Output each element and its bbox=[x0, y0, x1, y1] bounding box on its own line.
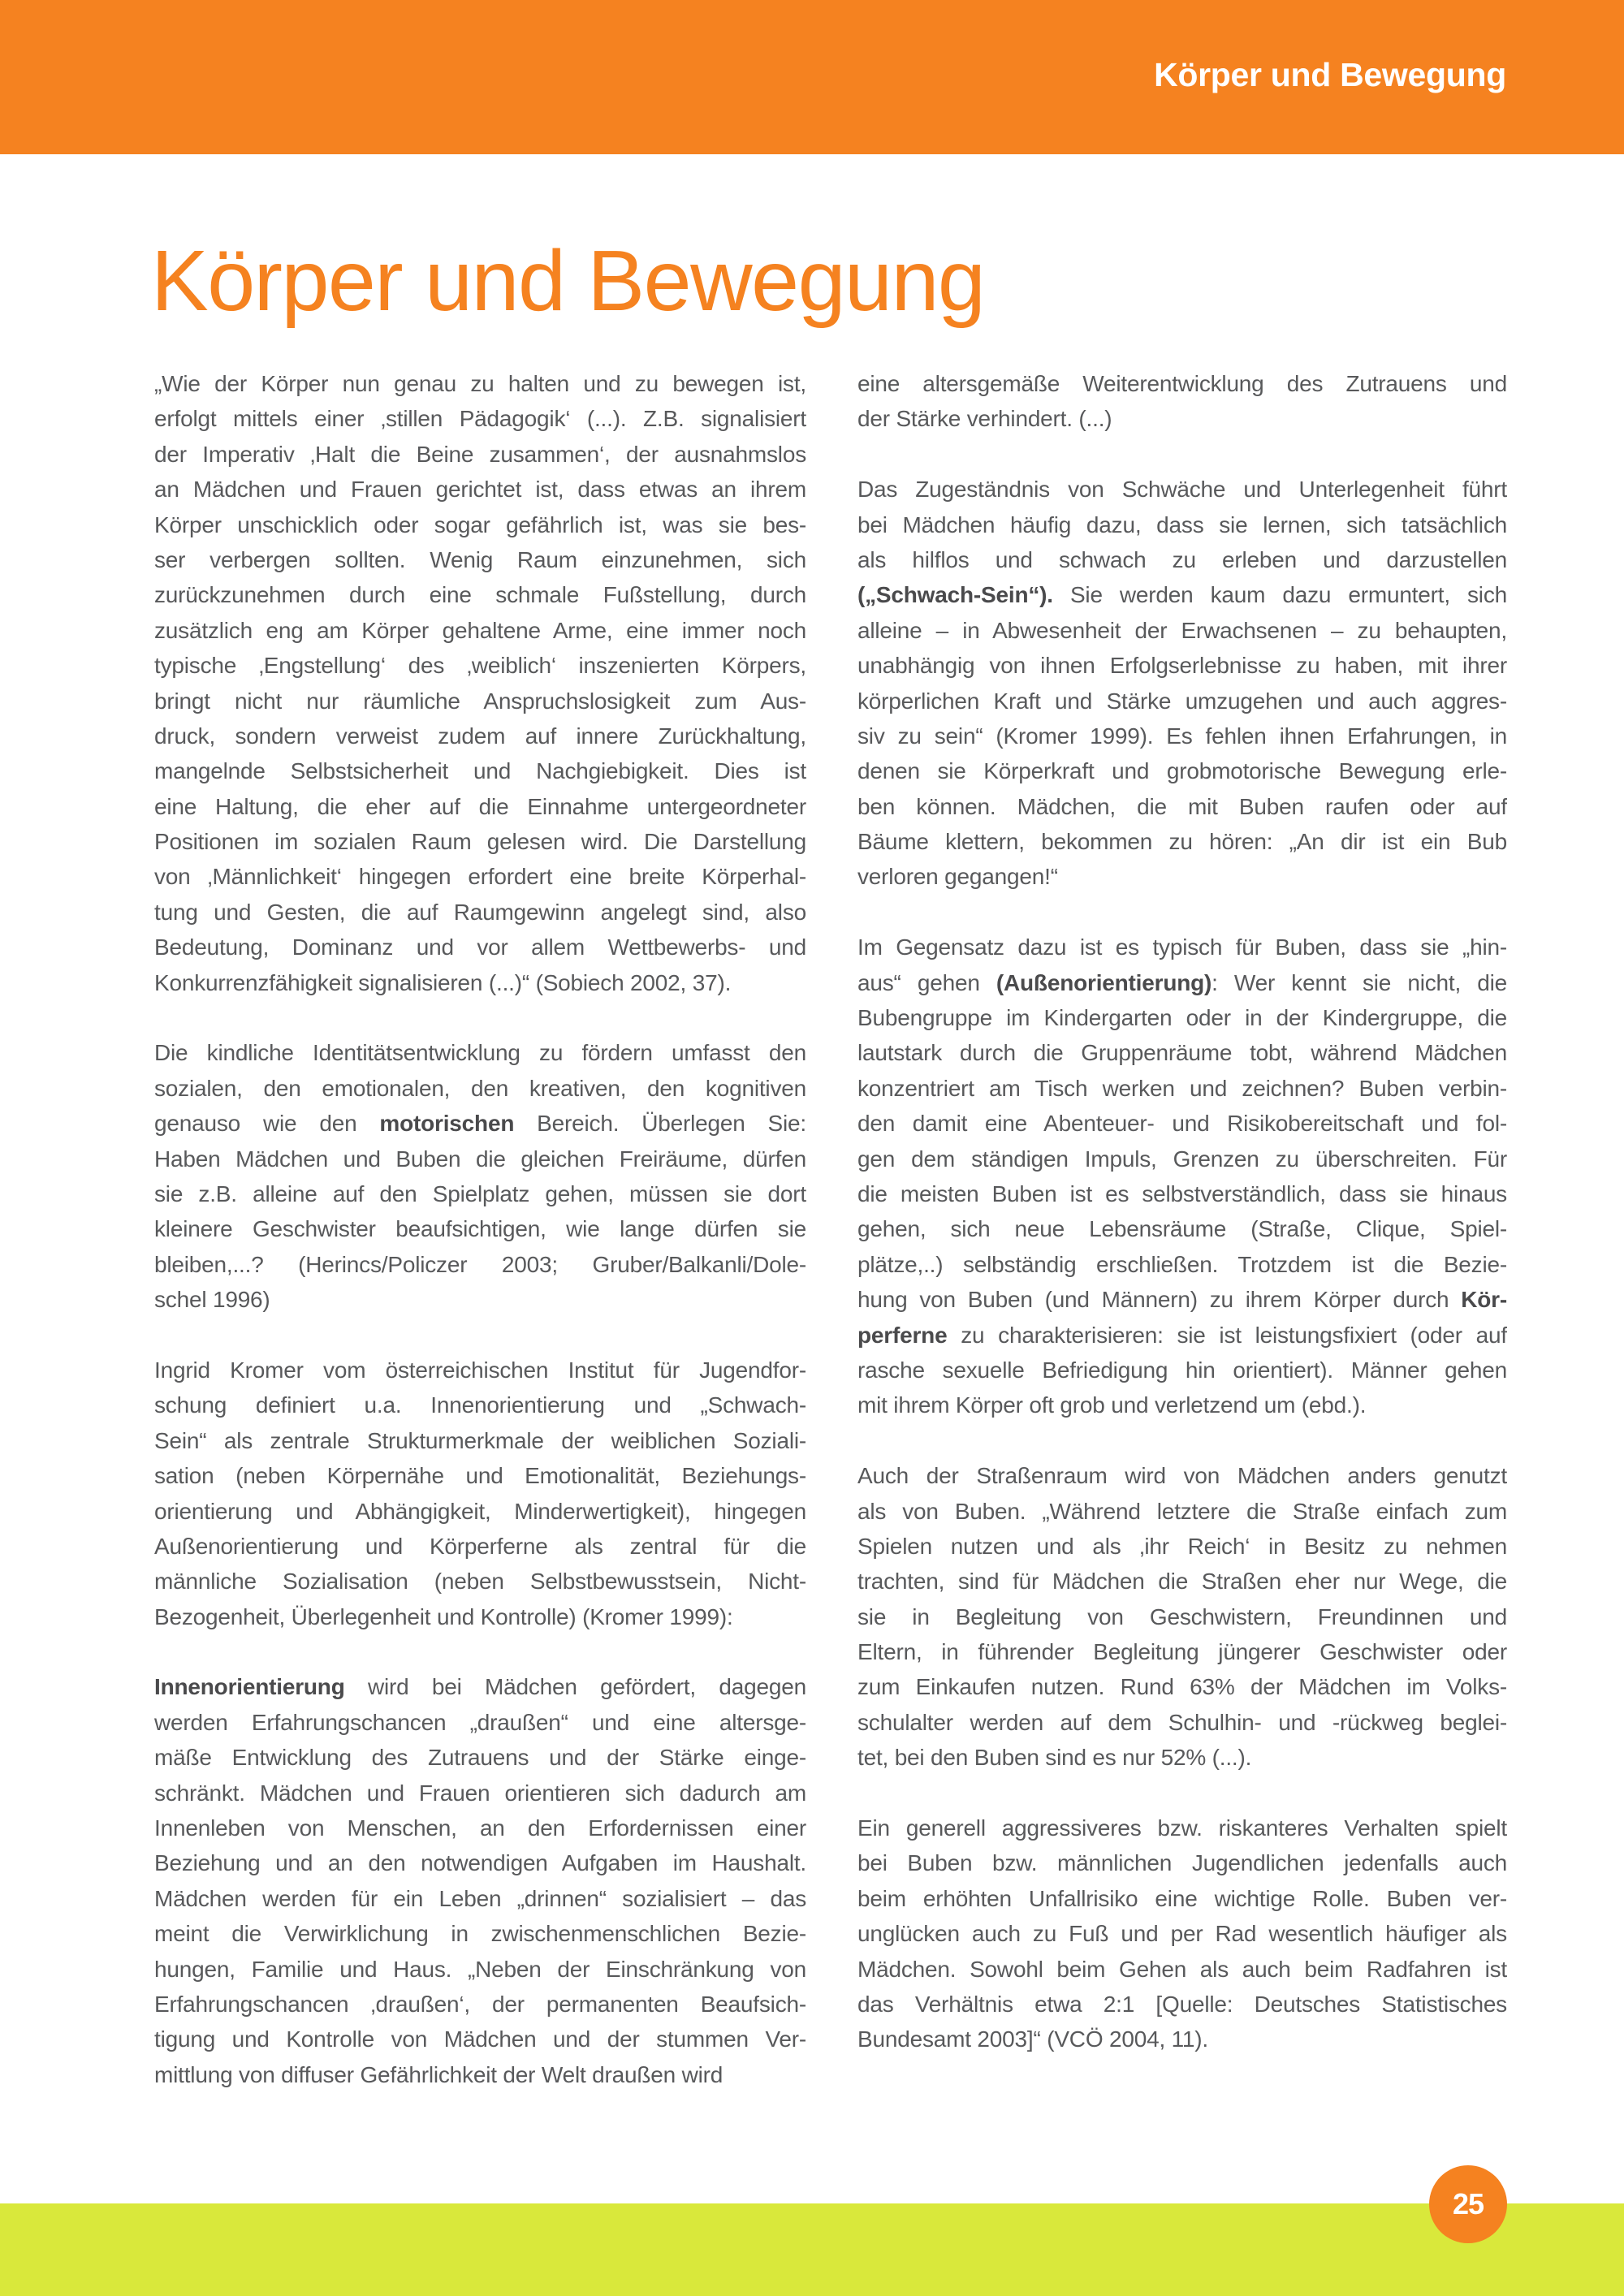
text-line: den damit eine Abenteuer- und Risikobereitschaft und fol- bbox=[857, 1111, 1507, 1137]
bold-term: Innenorientierung bbox=[154, 1674, 345, 1700]
text-line: sie z.B. alleine auf den Spielplatz gehen, müssen sie dort bbox=[154, 1180, 806, 1206]
bold-term: (Außenorientierung) bbox=[996, 969, 1212, 995]
text-line: konzentriert am Tisch werken und zeichnen? Buben verbin- bbox=[857, 1075, 1507, 1101]
text-line bbox=[857, 965, 1507, 1000]
page-title: Körper und Bewegung bbox=[151, 233, 985, 329]
text-line: gen dem ständigen Impuls, Grenzen zu überschreiten. Für bbox=[857, 1146, 1507, 1172]
bold-term: („Schwach-Sein“). bbox=[857, 582, 1053, 608]
text-line: Eltern, in führender Begleitung jüngerer Geschwister oder bbox=[857, 1639, 1507, 1665]
text-line: siv zu sein“ (Kromer 1999). Es fehlen ihnen Erfahrungen, in bbox=[857, 723, 1507, 749]
text-line bbox=[857, 1318, 1507, 1353]
text-line: schränkt. Mädchen und Frauen orientieren sich dadurch am bbox=[154, 1780, 806, 1806]
text-line bbox=[857, 577, 1507, 612]
text-line: Erfahrungschancen ‚draußen‘, der permanenten Beaufsich- bbox=[154, 1991, 806, 2017]
text-line: Spielen nutzen und als ‚ihr Reich‘ in Besitz zu nehmen bbox=[857, 1533, 1507, 1559]
text-segment: wird bei Mädchen gefördert, dagegen bbox=[344, 1674, 806, 1700]
text-line: erfolgt mittels einer ‚stillen Pädagogik‘ (...). Z.B. signalisiert bbox=[154, 406, 806, 432]
text-line: Mädchen. Sowohl beim Gehen als auch beim Radfahren ist bbox=[857, 1956, 1507, 1982]
text-line: als von Buben. „Während letztere die Straße einfach zum bbox=[857, 1498, 1507, 1524]
text-line: Im Gegensatz dazu ist es typisch für Buben, dass sie „hin- bbox=[857, 934, 1507, 960]
text-line: tet, bei den Buben sind es nur 52% (...). bbox=[857, 1745, 1252, 1771]
text-line: Körper unschicklich oder sogar gefährlich ist, was sie bes- bbox=[154, 511, 806, 537]
running-header-title: Körper und Bewegung bbox=[1154, 56, 1506, 93]
footer-band bbox=[0, 2203, 1624, 2296]
paragraph bbox=[154, 1353, 806, 1634]
text-line: plätze,..) selbständig erschließen. Trotzdem ist die Bezie- bbox=[857, 1251, 1507, 1277]
text-line: mit ihrem Körper oft grob und verletzend um (ebd.). bbox=[857, 1392, 1367, 1418]
text-line bbox=[154, 1106, 806, 1141]
text-line: tigung und Kontrolle von Mädchen und der stummen Ver- bbox=[154, 2026, 806, 2052]
text-line: unabhängig von ihnen Erfolgserlebnisse zu haben, mit ihrer bbox=[857, 653, 1507, 679]
left-text-column bbox=[154, 366, 806, 2128]
paragraph bbox=[857, 1458, 1507, 1776]
text-line: rasche sexuelle Befriedigung hin orientiert). Männer gehen bbox=[857, 1357, 1507, 1383]
text-line: typische ‚Engstellung‘ des ‚weiblich‘ inszenierten Körpers, bbox=[154, 653, 806, 679]
text-line: Ingrid Kromer vom österreichischen Institut für Jugendfor- bbox=[154, 1357, 806, 1383]
text-line: männliche Sozialisation (neben Selbstbewusstsein, Nicht- bbox=[154, 1569, 806, 1595]
text-line: druck, sondern verweist zudem auf innere Zurückhaltung, bbox=[154, 723, 806, 749]
text-line: bei Mädchen häufig dazu, dass sie lernen, sich tatsächlich bbox=[857, 511, 1507, 537]
text-line: sation (neben Körpernähe und Emotionalität, Beziehungs- bbox=[154, 1463, 806, 1489]
paragraph bbox=[857, 366, 1507, 437]
text-line: „Wie der Körper nun genau zu halten und zu bewegen ist, bbox=[154, 371, 806, 396]
text-line bbox=[857, 1282, 1507, 1317]
text-line: von ‚Männlichkeit‘ hingegen erfordert eine breite Körperhal- bbox=[154, 864, 806, 890]
text-line: schel 1996) bbox=[154, 1287, 270, 1313]
text-line: alleine – in Abwesenheit der Erwachsenen – zu behaupten, bbox=[857, 617, 1507, 643]
text-line: bringt nicht nur räumliche Anspruchslosigkeit zum Aus- bbox=[154, 688, 806, 714]
text-line: Mädchen werden für ein Leben „drinnen“ sozialisiert – das bbox=[154, 1885, 806, 1911]
text-line: sie in Begleitung von Geschwistern, Freundinnen und bbox=[857, 1603, 1507, 1629]
text-line: schulalter werden auf dem Schulhin- und -rückweg beglei- bbox=[857, 1709, 1507, 1735]
header-band bbox=[0, 0, 1624, 154]
text-line: Positionen im sozialen Raum gelesen wird. Die Darstellung bbox=[154, 829, 806, 855]
text-line: Außenorientierung und Körperferne als zentral für die bbox=[154, 1533, 806, 1559]
text-line: körperlichen Kraft und Stärke umzugehen und auch aggres- bbox=[857, 688, 1507, 714]
text-line: zusätzlich eng am Körper gehaltene Arme, eine immer noch bbox=[154, 617, 806, 643]
text-segment: Sie werden kaum dazu ermuntert, sich bbox=[1052, 582, 1507, 608]
text-line: zum Einkaufen nutzen. Rund 63% der Mädchen im Volks- bbox=[857, 1674, 1507, 1700]
text-segment: Bereich. Überlegen Sie: bbox=[514, 1111, 806, 1137]
text-line: beim erhöhten Unfallrisiko eine wichtige Rolle. Buben ver- bbox=[857, 1885, 1507, 1911]
text-line: lautstark durch die Gruppenräume tobt, während Mädchen bbox=[857, 1040, 1507, 1066]
text-line: der Imperativ ‚Halt die Beine zusammen‘, der ausnahmslos bbox=[154, 441, 806, 467]
text-segment: aus“ gehen bbox=[857, 969, 996, 995]
text-line: Beziehung und an den notwendigen Aufgaben im Haushalt. bbox=[154, 1850, 806, 1876]
right-text-column bbox=[857, 366, 1507, 2092]
text-line: denen sie Körperkraft und grobmotorische Bewegung erle- bbox=[857, 758, 1507, 784]
paragraph bbox=[857, 930, 1507, 1422]
text-line: Bubengruppe im Kindergarten oder in der Kindergruppe, die bbox=[857, 1005, 1507, 1031]
text-line: meint die Verwirklichung in zwischenmenschlichen Bezie- bbox=[154, 1921, 806, 1947]
text-line: mittlung von diffuser Gefährlichkeit der Welt draußen wird bbox=[154, 2061, 723, 2087]
text-line: Innenleben von Menschen, an den Erfordernissen einer bbox=[154, 1815, 806, 1841]
text-segment: hung von Buben (und Männern) zu ihrem Körper durch bbox=[857, 1287, 1462, 1313]
text-line: ben können. Mädchen, die mit Buben raufen oder auf bbox=[857, 793, 1507, 819]
text-line: Auch der Straßenraum wird von Mädchen anders genutzt bbox=[857, 1463, 1507, 1489]
paragraph bbox=[154, 1035, 806, 1317]
paragraph bbox=[154, 366, 806, 1000]
text-line: Bezogenheit, Überlegenheit und Kontrolle) (Kromer 1999): bbox=[154, 1603, 733, 1629]
bold-term: perferne bbox=[857, 1322, 948, 1348]
text-line: trachten, sind für Mädchen die Straßen eher nur Wege, die bbox=[857, 1569, 1507, 1595]
text-line: Sein“ als zentrale Strukturmerkmale der weiblichen Soziali- bbox=[154, 1427, 806, 1453]
text-line: schung definiert u.a. Innenorientierung und „Schwach- bbox=[154, 1392, 806, 1418]
text-line: tung und Gesten, die auf Raumgewinn angelegt sind, also bbox=[154, 899, 806, 925]
text-line: ser verbergen sollten. Wenig Raum einzunehmen, sich bbox=[154, 546, 806, 572]
text-line: als hilflos und schwach zu erleben und darzustellen bbox=[857, 546, 1507, 572]
text-line: kleinere Geschwister beaufsichtigen, wie lange dürfen sie bbox=[154, 1216, 806, 1242]
bold-term: motorischen bbox=[379, 1111, 515, 1137]
text-line: unglücken auch zu Fuß und per Rad wesentlich häufiger als bbox=[857, 1921, 1507, 1947]
text-segment: : Wer kennt sie nicht, die bbox=[1212, 969, 1507, 995]
text-line: eine altersgemäße Weiterentwicklung des Zutrauens und bbox=[857, 371, 1507, 396]
text-line: Bedeutung, Dominanz und vor allem Wettbewerbs- und bbox=[154, 934, 806, 960]
text-line: Die kindliche Identitätsentwicklung zu fördern umfasst den bbox=[154, 1040, 806, 1066]
text-line: mangelnde Selbstsicherheit und Nachgiebigkeit. Dies ist bbox=[154, 758, 806, 784]
text-line: Das Zugeständnis von Schwäche und Unterlegenheit führt bbox=[857, 477, 1507, 503]
text-line: Haben Mädchen und Buben die gleichen Freiräume, dürfen bbox=[154, 1146, 806, 1172]
text-line: gehen, sich neue Lebensräume (Straße, Clique, Spiel- bbox=[857, 1216, 1507, 1242]
text-segment: zu charakterisieren: sie ist leistungsfixiert (oder auf bbox=[947, 1322, 1507, 1348]
bold-term: Kör- bbox=[1461, 1287, 1507, 1313]
text-line: bleiben,...? (Herincs/Policzer 2003; Gruber/Balkanli/Dole- bbox=[154, 1251, 806, 1277]
text-line: der Stärke verhindert. (...) bbox=[857, 406, 1112, 432]
text-line: an Mädchen und Frauen gerichtet ist, dass etwas an ihrem bbox=[154, 477, 806, 503]
text-line: hungen, Familie und Haus. „Neben der Einschränkung von bbox=[154, 1956, 806, 1982]
text-line: bei Buben bzw. männlichen Jugendlichen jedenfalls auch bbox=[857, 1850, 1507, 1876]
page-number-badge: 25 bbox=[1429, 2165, 1507, 2243]
paragraph bbox=[154, 1669, 806, 2092]
text-line: Konkurrenzfähigkeit signalisieren (...)“ (Sobiech 2002, 37). bbox=[154, 969, 732, 995]
text-line: orientierung und Abhängigkeit, Minderwertigkeit), hingegen bbox=[154, 1498, 806, 1524]
paragraph bbox=[857, 1810, 1507, 2057]
text-line: Ein generell aggressiveres bzw. riskanteres Verhalten spielt bbox=[857, 1815, 1507, 1841]
text-line: sozialen, den emotionalen, den kreativen, den kognitiven bbox=[154, 1075, 806, 1101]
text-line bbox=[154, 1669, 806, 1704]
text-line: mäße Entwicklung des Zutrauens und der Stärke einge- bbox=[154, 1745, 806, 1771]
text-line: zurückzunehmen durch eine schmale Fußstellung, durch bbox=[154, 582, 806, 608]
text-line: die meisten Buben ist es selbstverständlich, dass sie hinaus bbox=[857, 1180, 1507, 1206]
text-line: verloren gegangen!“ bbox=[857, 864, 1058, 890]
paragraph bbox=[857, 472, 1507, 895]
text-line: Bundesamt 2003]“ (VCÖ 2004, 11). bbox=[857, 2026, 1208, 2052]
text-line: eine Haltung, die eher auf die Einnahme untergeordneter bbox=[154, 793, 806, 819]
text-line: werden Erfahrungschancen „draußen“ und eine altersge- bbox=[154, 1709, 806, 1735]
text-line: das Verhältnis etwa 2:1 [Quelle: Deutsches Statistisches bbox=[857, 1991, 1507, 2017]
text-line: Bäume klettern, bekommen zu hören: „An dir ist ein Bub bbox=[857, 829, 1507, 855]
text-segment: genauso wie den bbox=[154, 1111, 380, 1137]
